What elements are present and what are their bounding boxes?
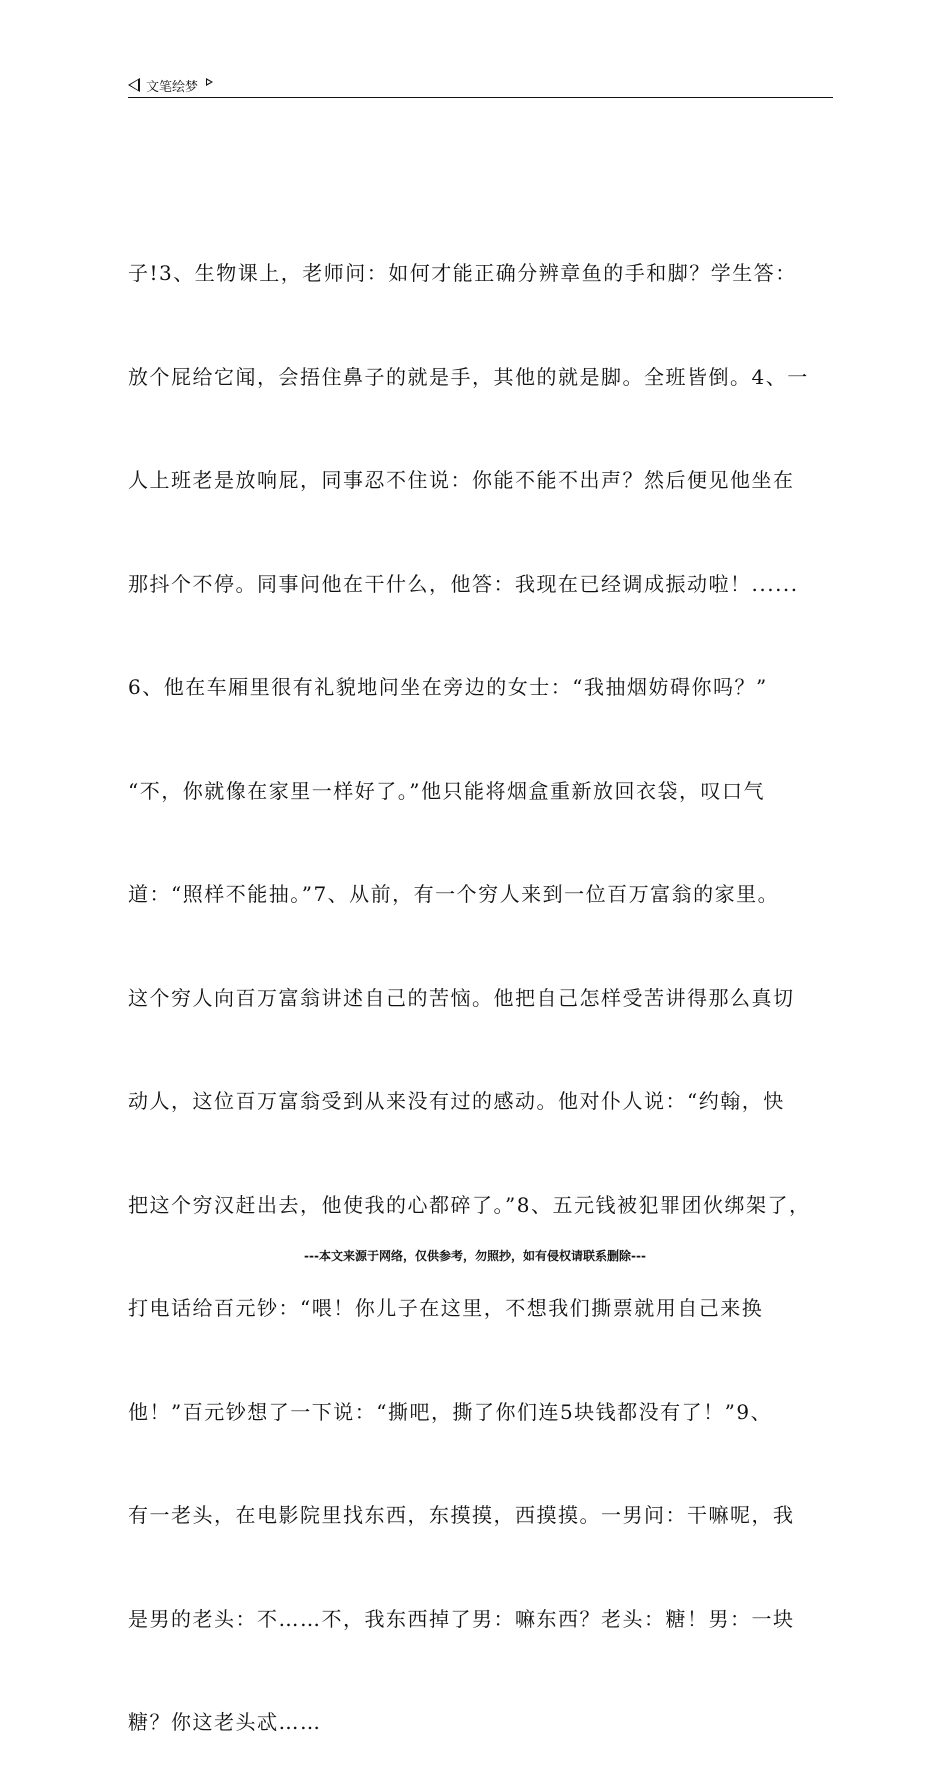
text-line: 有一老头，在电影院里找东西，东摸摸，西摸摸。一男问：干嘛呢，我 [128, 1503, 795, 1527]
text-line: 道：“照样不能抽。”7、从前，有一个穷人来到一位百万富翁的家里。 [128, 882, 780, 906]
text-line: 子!3、生物课上，老师问：如何才能正确分辨章鱼的手和脚？学生答： [128, 261, 797, 285]
header-divider [128, 97, 833, 98]
body-text [128, 187, 840, 1774]
page-header [128, 74, 833, 96]
header-title: 文笔绘梦 [146, 79, 199, 95]
text-line: 人上班老是放响屁，同事忍不住说：你能不能不出声？然后便见他坐在 [128, 468, 795, 492]
text-line: 这个穷人向百万富翁讲述自己的苦恼。他把自己怎样受苦讲得那么真切 [128, 985, 795, 1010]
text-line: 打电话给百元钞：“喂！你儿子在这里，不想我们撕票就用自己来换 [128, 1296, 764, 1320]
text-line: 6、他在车厢里很有礼貌地问坐在旁边的女士：“我抽烟妨碍你吗？” [128, 675, 768, 699]
text-line: 他！”百元钞想了一下说：“撕吧，撕了你们连5块钱都没有了！”9、 [128, 1399, 773, 1424]
text-line: 动人，这位百万富翁受到从来没有过的感动。他对仆人说：“约翰，快 [128, 1089, 785, 1113]
text-line: “不，你就像在家里一样好了。”他只能将烟盒重新放回衣袋，叹口气 [128, 778, 765, 803]
triangle-right-icon [206, 78, 213, 86]
text-line: 那抖个不停。同事问他在干什么，他答：我现在已经调成振动啦！...... [128, 571, 799, 596]
triangle-left-icon [128, 78, 140, 92]
text-line: 是男的老头：不……不，我东西掉了男：嘛东西？老头：糖！男：一块 [128, 1606, 795, 1631]
text-line: 放个屁给它闻，会捂住鼻子的就是手，其他的就是脚。全班皆倒。4、一 [128, 364, 809, 389]
text-line: 把这个穷汉赶出去，他使我的心都碎了。”8、五元钱被犯罪团伙绑架了， [128, 1192, 811, 1217]
footer-note: ---本文来源于网络，仅供参考，勿照抄，如有侵权请联系删除--- [304, 1249, 646, 1263]
text-line: 糖？你这老头忒…… [128, 1710, 322, 1734]
